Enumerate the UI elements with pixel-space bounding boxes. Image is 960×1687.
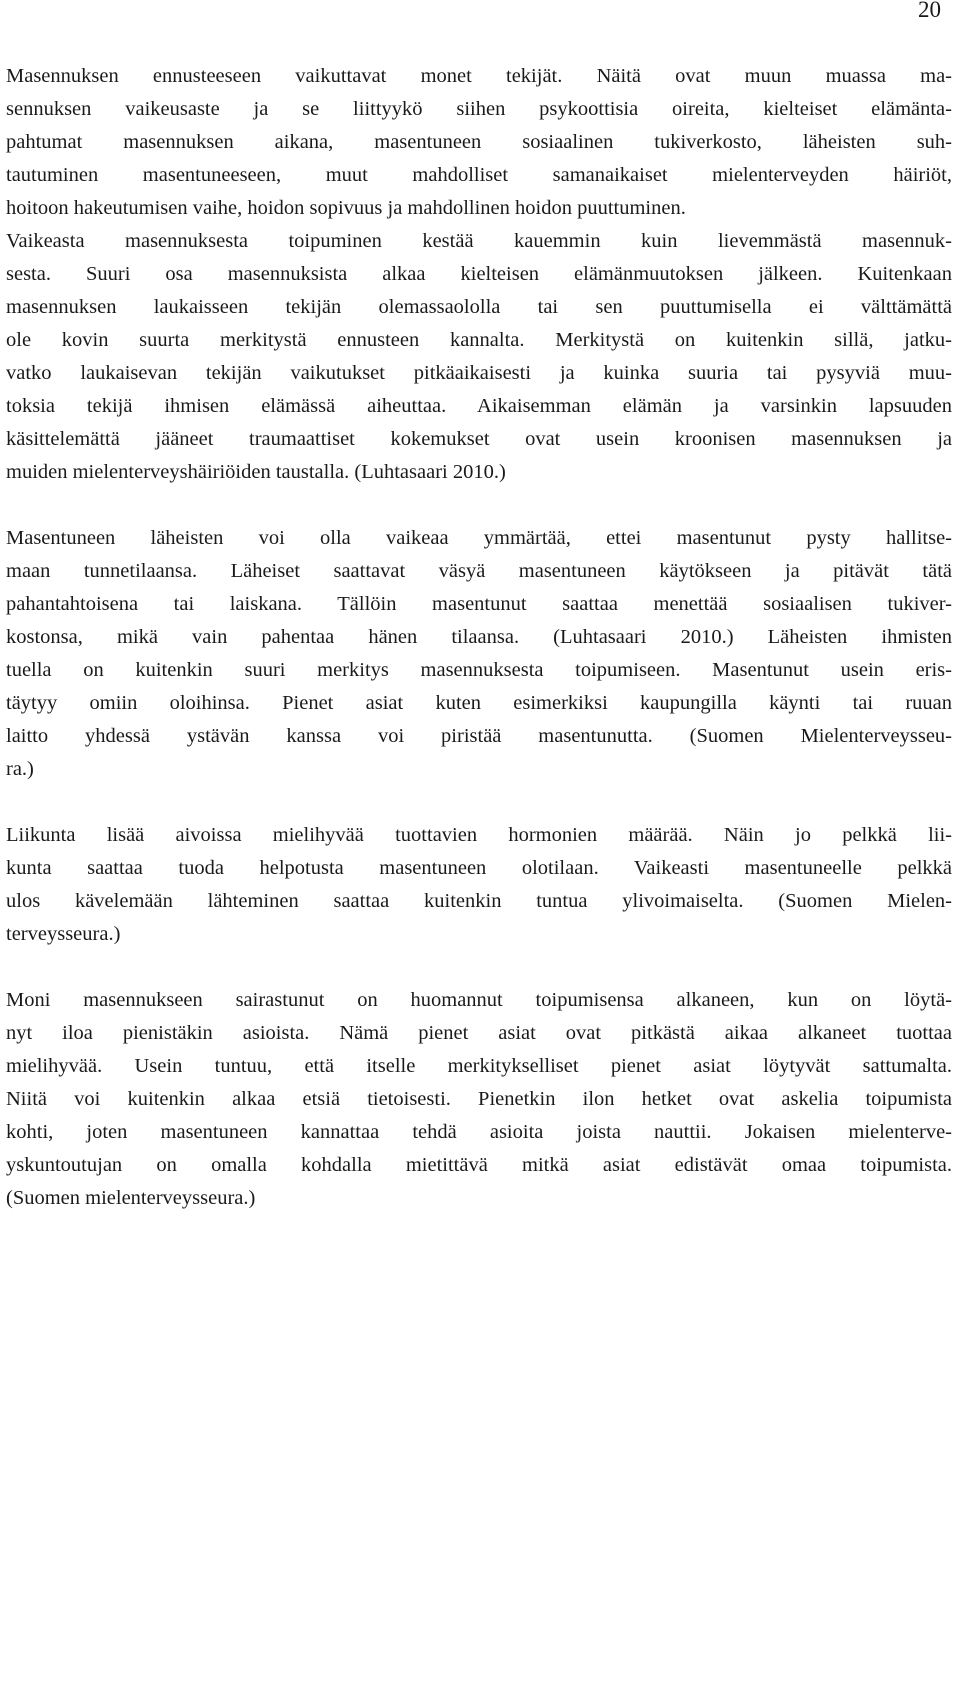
- paragraph-spacing: [6, 786, 952, 819]
- text-line: hoitoon hakeutumisen vaihe, hoidon sopivuus ja mahdollinen hoidon puuttuminen.: [6, 197, 686, 219]
- text-line: mielihyvää. Usein tuntuu, että itselle merkitykselliset pienet asiat löytyvät sattumalta.: [6, 1055, 952, 1077]
- text-line: tautuminen masentuneeseen, muut mahdolliset samanaikaiset mielenterveyden häiriöt,: [6, 164, 952, 186]
- text-line: masennuksen laukaisseen tekijän olemassaololla tai sen puuttumisella ei välttämättä: [6, 296, 952, 318]
- paragraph-spacing: [6, 489, 952, 522]
- text-line: käsittelemättä jääneet traumaattiset kokemukset ovat usein kroonisen masennuksen ja: [6, 428, 952, 450]
- text-line: tuella on kuitenkin suuri merkitys masennuksesta toipumiseen. Masentunut usein eris-: [6, 659, 952, 681]
- text-line: sesta. Suuri osa masennuksista alkaa kielteisen elämänmuutoksen jälkeen. Kuitenkaan: [6, 263, 952, 285]
- text-line: pahtumat masennuksen aikana, masentuneen sosiaalinen tukiverkosto, läheisten suh-: [6, 131, 952, 153]
- text-line: toksia tekijä ihmisen elämässä aiheuttaa. Aikaisemman elämän ja varsinkin lapsuuden: [6, 395, 952, 417]
- text-line: pahantahtoisena tai laiskana. Tällöin masentunut saattaa menettää sosiaalisen tukiver-: [6, 593, 952, 615]
- text-line: (Suomen mielenterveysseura.): [6, 1187, 256, 1209]
- paragraph-liikunta: [6, 819, 952, 951]
- text-line: Masentuneen läheisten voi olla vaikeaa ymmärtää, ettei masentunut pysty hallitse-: [6, 527, 952, 549]
- text-line: terveysseura.): [6, 923, 121, 945]
- text-line: sennuksen vaikeusaste ja se liittyykö siihen psykoottisia oireita, kielteiset elämänta-: [6, 98, 952, 120]
- text-line: ra.): [6, 758, 34, 780]
- text-line: vatko laukaisevan tekijän vaikutukset pitkäaikaisesti ja kuinka suuria tai pysyviä muu-: [6, 362, 952, 384]
- text-line: Vaikeasta masennuksesta toipuminen kestää kauemmin kuin lievemmästä masennuk-: [6, 230, 952, 252]
- text-line: täytyy omiin oloihinsa. Pienet asiat kuten esimerkiksi kaupungilla käynti tai ruuan: [6, 692, 952, 714]
- text-line: nyt iloa pienistäkin asioista. Nämä pienet asiat ovat pitkästä aikaa alkaneet tuottaa: [6, 1022, 952, 1044]
- text-line: muiden mielenterveyshäiriöiden taustalla. (Luhtasaari 2010.): [6, 461, 506, 483]
- text-line: Liikunta lisää aivoissa mielihyvää tuottavien hormonien määrää. Näin jo pelkkä lii-: [6, 824, 952, 846]
- text-line: Moni masennukseen sairastunut on huomannut toipumisensa alkaneen, kun on löytä-: [6, 989, 952, 1011]
- paragraph-spacing: [6, 951, 952, 984]
- paragraph-masennuksen-ennuste: [6, 60, 952, 489]
- paragraph-toipuminen: [6, 984, 952, 1215]
- text-line: Masennuksen ennusteeseen vaikuttavat monet tekijät. Näitä ovat muun muassa ma-: [6, 65, 952, 87]
- body-text: [6, 60, 952, 1215]
- paragraph-laheisten-tuki: [6, 522, 952, 786]
- text-line: kostonsa, mikä vain pahentaa hänen tilaansa. (Luhtasaari 2010.) Läheisten ihmisten: [6, 626, 952, 648]
- text-line: yskuntoutujan on omalla kohdalla mietittävä mitkä asiat edistävät omaa toipumista.: [6, 1154, 952, 1176]
- text-line: Niitä voi kuitenkin alkaa etsiä tietoisesti. Pienetkin ilon hetket ovat askelia toipumista: [6, 1088, 952, 1110]
- text-line: kunta saattaa tuoda helpotusta masentuneen olotilaan. Vaikeasti masentuneelle pelkkä: [6, 857, 952, 879]
- text-line: maan tunnetilaansa. Läheiset saattavat väsyä masentuneen käytökseen ja pitävät tätä: [6, 560, 952, 582]
- text-line: kohti, joten masentuneen kannattaa tehdä asioita joista nauttii. Jokaisen mielenterve-: [6, 1121, 952, 1143]
- page-number: 20: [918, 0, 941, 22]
- text-line: ole kovin suurta merkitystä ennusteen kannalta. Merkitystä on kuitenkin sillä, jatku-: [6, 329, 952, 351]
- text-line: laitto yhdessä ystävän kanssa voi piristää masentunutta. (Suomen Mielenterveysseu-: [6, 725, 952, 747]
- text-line: ulos kävelemään lähteminen saattaa kuitenkin tuntua ylivoimaiselta. (Suomen Mielen-: [6, 890, 952, 912]
